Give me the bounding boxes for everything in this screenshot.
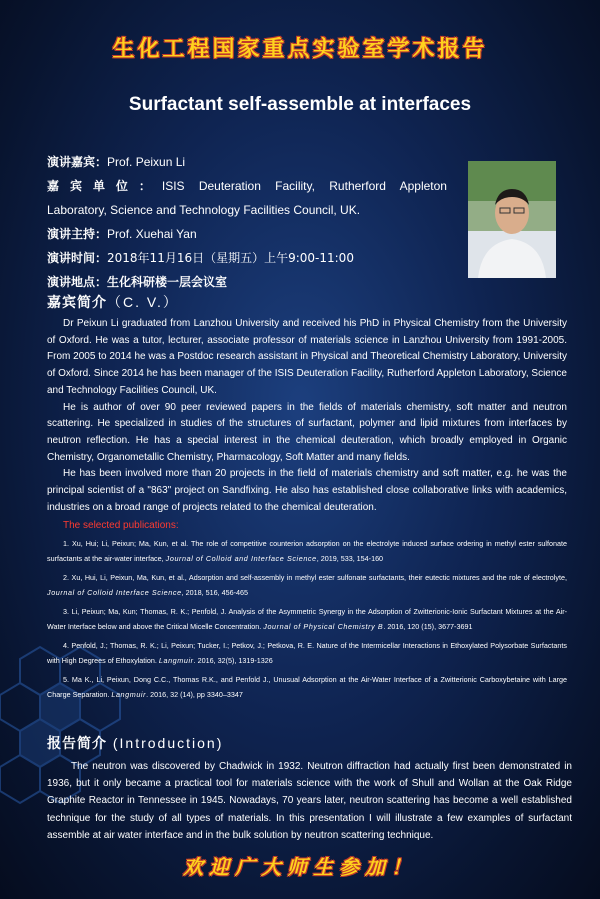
bio-paragraph-3: He has been involved more than 20 projects in the field of materials chemistry and soft matter, e.g. he was the principal scientist of a "863" project on Sandfixing. He also has established close collaborative links with academics, industries on a broad range of projects related to the chemical deuteration. [47,468,567,513]
intro-heading-en: (Introduction) [112,735,224,751]
publication-details: . 2016, 120 (15), 3677-3691 [383,622,473,631]
publication-item [47,672,567,702]
speaker-portrait-icon [468,161,556,278]
host-label: 演讲主持： [47,227,108,241]
bio-paragraph-2: He is author of over 90 peer reviewed papers in the fields of materials chemistry, soft matter and neutron scattering. He specialized in studies of the structures of surfactant, polymer and lipid mixtures from interfaces by neutron reflection. He has a special interest in the chemical deuteration, which broadly employed in Organic Chemistry, Organometallic Chemistry, Pharmacology, Soft Matter and many fields. [47,401,567,463]
publication-item [47,536,567,566]
publication-text: 2. Xu, Hui, Li, Peixun, Ma, Kun, et al., Adsorption and self-assembly in methyl ester sulfonate surfactants, their eutectic mixtures and the role of electrolyte, [63,573,567,582]
publication-journal: Journal of Colloid and Interface Science [165,554,317,563]
bio-heading-cn: 嘉宾简介 [47,295,107,311]
publication-text: 5. Ma K., Li, Peixun, Dong C.C., Thomas R.K., and Penfold J., Unusual Adsorption at the Air-Water Interface of a Zwitterionic Carboxybetaine with Large Charge Separation. [47,675,567,699]
publication-details: , 2019, 533, 154-160 [316,554,384,563]
publication-item [47,570,567,600]
talk-info [47,150,447,294]
publication-journal: Journal of Physical Chemistry B [263,622,384,631]
bio-heading [47,292,179,312]
bio-paragraph-1: Dr Peixun Li graduated from Lanzhou University and received his PhD in Physical Chemistry from the University of Oxford. He was a tutor, lecturer, associate professor of materials science in Lanzhou University from 1991-2005. From 2005 to 2014 he was a Postdoc research assistant in Physical and Theoretical Chemistry Laboratory, University of Oxford. Since 2014 he has been manager of the ISIS Deuteration Facility, Rutherford Appleton Laboratory, Science and Technology Facilities Council, UK. [47,318,567,396]
speaker-photo [468,161,556,278]
host-row [47,222,447,246]
speaker-name: Prof. Peixun Li [107,155,186,169]
affiliation-row [47,174,447,222]
publication-text: 4. Penfold, J.; Thomas, R. K.; Li, Peixun; Tucker, I.; Petkov, J.; Petkova, R. E. Nature of the Intermicellar Interactions in Ethoxylated Polysorbate Surfactants with High Degrees of Ethoxylation. [47,641,567,665]
place-label: 演讲地点： [47,275,108,289]
affiliation-line2: Laboratory, Science and Technology Facilities Council, UK. [47,203,361,217]
publication-journal: Journal of Colloid Interface Science [47,588,182,597]
time-row [47,246,447,270]
place-row [47,270,447,294]
intro-heading-cn: 报告简介 [47,736,107,752]
talk-time: 2018年11月16日（星期五）上午9:00-11:00 [107,251,354,265]
time-label: 演讲时间： [47,251,108,265]
publication-text: 3. Li, Peixun; Ma, Kun; Thomas, R. K.; Penfold, J. Analysis of the Asymmetric Synergy in the Adsorption of Zwitterionic-Ionic Surfactant Mixtures at the Air-Water Interface below and above the Critical Micelle Concentration. [47,607,567,631]
intro-heading [47,733,223,753]
publication-item [47,604,567,634]
speaker-row [47,150,447,174]
publication-journal: Langmuir [111,690,147,699]
publication-details: . 2016, 32(5), 1319-1326 [193,656,273,665]
publication-details: . 2016, 32 (14), pp 3340–3347 [146,690,243,699]
host-name: Prof. Xuehai Yan [107,227,197,241]
intro-text [47,758,572,844]
publication-journal: Langmuir [158,656,194,665]
affiliation-line1: ISIS Deuteration Facility, Rutherford Appleton [161,179,447,193]
event-title: 生化工程国家重点实验室学术报告 [112,37,488,62]
publication-item [47,638,567,668]
bio-text [47,316,567,516]
welcome-banner: 欢迎广大师生参加！ [183,855,417,879]
talk-title: Surfactant self-assemble at interfaces [128,94,472,115]
publications-list [47,536,567,706]
bio-heading-en: （C. V.） [107,294,179,310]
intro-paragraph: The neutron was discovered by Chadwick in 1932. Neutron diffraction had actually first been demonstrated in 1936, but it only became a practical tool for materials science with the work of Shull and Wollan at the Oak Ridge Graphite Reactor in Tennessee in 1945. Nowadays, 70 years later, neutron scattering has become a well established technique for the study of all types of materials. In this presentation I will illustrate a few examples of surfactant assemble at air water interface and in the bulk solution by neutron scattering technique. [47,761,572,841]
affiliation-label: 嘉宾单位： [47,179,162,193]
talk-place: 生化科研楼一层会议室 [107,275,228,289]
publication-text: 1. Xu, Hui; Li, Peixun; Ma, Kun, et al. The role of competitive counterion adsorption on the electrolyte induced surface ordering in methyl ester sulfonate surfactants at the air-water interface, [47,539,567,563]
publications-heading: The selected publications: [63,520,179,531]
publication-details: , 2018, 516, 456-465 [181,588,249,597]
speaker-label: 演讲嘉宾： [47,155,108,169]
